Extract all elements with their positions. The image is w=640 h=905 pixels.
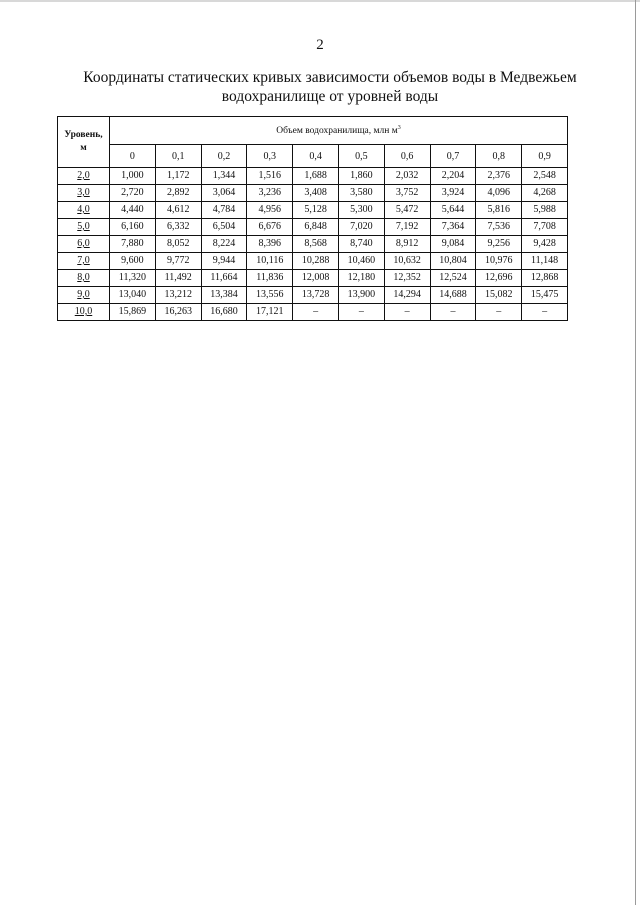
volume-cell: 12,868 <box>522 270 568 287</box>
volume-cell: 10,288 <box>293 253 339 270</box>
volume-cell: 14,688 <box>430 287 476 304</box>
volume-cell: 3,580 <box>338 185 384 202</box>
volume-cell: – <box>338 304 384 321</box>
volume-cell: 1,000 <box>110 168 156 185</box>
volume-cell: 9,084 <box>430 236 476 253</box>
volume-cell: 13,728 <box>293 287 339 304</box>
volume-cell: 6,676 <box>247 219 293 236</box>
volume-cell: 11,320 <box>110 270 156 287</box>
volume-cell: 8,224 <box>201 236 247 253</box>
column-header: 0,3 <box>247 145 293 168</box>
volume-cell: 4,784 <box>201 202 247 219</box>
column-header: 0,6 <box>384 145 430 168</box>
volume-cell: 3,752 <box>384 185 430 202</box>
volume-cell: 2,032 <box>384 168 430 185</box>
table-row <box>58 168 568 185</box>
volume-cell: 16,263 <box>155 304 201 321</box>
volume-cell: 5,644 <box>430 202 476 219</box>
column-header: 0,9 <box>522 145 568 168</box>
page-top-edge <box>0 0 640 2</box>
volume-cell: 15,475 <box>522 287 568 304</box>
volume-cell: 8,912 <box>384 236 430 253</box>
volume-cell: 13,556 <box>247 287 293 304</box>
volume-cell: 11,836 <box>247 270 293 287</box>
volume-cell: 3,236 <box>247 185 293 202</box>
volume-cell: 2,892 <box>155 185 201 202</box>
column-header: 0,4 <box>293 145 339 168</box>
column-header: 0,7 <box>430 145 476 168</box>
volume-cell: – <box>384 304 430 321</box>
volume-cell: – <box>430 304 476 321</box>
volume-cell: 10,116 <box>247 253 293 270</box>
volume-cell: 6,160 <box>110 219 156 236</box>
volume-cell: 10,804 <box>430 253 476 270</box>
volume-cell: 9,256 <box>476 236 522 253</box>
volume-cell: 2,376 <box>476 168 522 185</box>
volume-cell: 7,020 <box>338 219 384 236</box>
volume-cell: 10,460 <box>338 253 384 270</box>
volume-cell: 17,121 <box>247 304 293 321</box>
volume-cell: 8,568 <box>293 236 339 253</box>
level-cell: 7,0 <box>58 253 110 270</box>
volume-group-header <box>110 117 568 145</box>
volume-cell: 1,172 <box>155 168 201 185</box>
level-header-label: Уровень, <box>64 130 103 140</box>
volume-cell: 7,364 <box>430 219 476 236</box>
level-header-unit: м <box>80 143 87 153</box>
volume-cell: 7,192 <box>384 219 430 236</box>
volume-cell: 7,536 <box>476 219 522 236</box>
volume-unit-superscript: 3 <box>397 124 401 131</box>
volume-cell: 13,384 <box>201 287 247 304</box>
table-row <box>58 304 568 321</box>
column-header: 0,1 <box>155 145 201 168</box>
volume-cell: 3,924 <box>430 185 476 202</box>
volume-cell: 3,408 <box>293 185 339 202</box>
volume-cell: 4,956 <box>247 202 293 219</box>
level-cell: 6,0 <box>58 236 110 253</box>
volume-cell: 5,300 <box>338 202 384 219</box>
level-cell: 9,0 <box>58 287 110 304</box>
volume-cell: 1,860 <box>338 168 384 185</box>
volume-cell: 4,440 <box>110 202 156 219</box>
volume-cell: 8,396 <box>247 236 293 253</box>
volume-cell: 6,332 <box>155 219 201 236</box>
level-column-header <box>58 117 110 168</box>
volume-cell: 13,900 <box>338 287 384 304</box>
level-cell: 5,0 <box>58 219 110 236</box>
volume-cell: 7,708 <box>522 219 568 236</box>
volume-cell: 6,848 <box>293 219 339 236</box>
volume-cell: 8,052 <box>155 236 201 253</box>
table-row <box>58 219 568 236</box>
volume-cell: 11,148 <box>522 253 568 270</box>
volume-cell: 2,548 <box>522 168 568 185</box>
volume-cell: 2,720 <box>110 185 156 202</box>
table-row <box>58 287 568 304</box>
level-cell: 8,0 <box>58 270 110 287</box>
table-row <box>58 270 568 287</box>
volume-cell: 1,516 <box>247 168 293 185</box>
volume-cell: 7,880 <box>110 236 156 253</box>
volume-cell: 12,180 <box>338 270 384 287</box>
volume-cell: 4,612 <box>155 202 201 219</box>
volume-cell: 9,772 <box>155 253 201 270</box>
volume-cell: 9,944 <box>201 253 247 270</box>
page-right-edge <box>635 0 636 905</box>
volume-cell: 16,680 <box>201 304 247 321</box>
volume-cell: 4,096 <box>476 185 522 202</box>
volume-cell: 2,204 <box>430 168 476 185</box>
volume-cell: 10,632 <box>384 253 430 270</box>
page-number: 2 <box>316 37 324 53</box>
volume-cell: 13,040 <box>110 287 156 304</box>
level-cell: 3,0 <box>58 185 110 202</box>
document-title: Координаты статических кривых зависимости объемов воды в Медвежьем водохранилище от уровней воды <box>83 69 577 105</box>
level-cell: 2,0 <box>58 168 110 185</box>
volume-cell: 5,816 <box>476 202 522 219</box>
column-headers-row <box>58 145 568 168</box>
volume-cell: 6,504 <box>201 219 247 236</box>
volume-table <box>57 116 568 321</box>
volume-cell: – <box>476 304 522 321</box>
volume-cell: 15,082 <box>476 287 522 304</box>
volume-cell: 5,128 <box>293 202 339 219</box>
volume-cell: 11,664 <box>201 270 247 287</box>
column-header: 0,2 <box>201 145 247 168</box>
volume-cell: 15,869 <box>110 304 156 321</box>
volume-cell: 1,344 <box>201 168 247 185</box>
volume-cell: 1,688 <box>293 168 339 185</box>
volume-cell: – <box>522 304 568 321</box>
column-header: 0 <box>110 145 156 168</box>
volume-cell: 9,600 <box>110 253 156 270</box>
level-cell: 10,0 <box>58 304 110 321</box>
volume-cell: 9,428 <box>522 236 568 253</box>
column-header: 0,8 <box>476 145 522 168</box>
volume-cell: 12,008 <box>293 270 339 287</box>
column-header: 0,5 <box>338 145 384 168</box>
volume-cell: 10,976 <box>476 253 522 270</box>
volume-cell: 12,352 <box>384 270 430 287</box>
table-row <box>58 202 568 219</box>
volume-cell: 5,988 <box>522 202 568 219</box>
volume-cell: 12,696 <box>476 270 522 287</box>
volume-cell: 3,064 <box>201 185 247 202</box>
volume-cell: 8,740 <box>338 236 384 253</box>
table-row <box>58 236 568 253</box>
volume-cell: 14,294 <box>384 287 430 304</box>
volume-cell: 4,268 <box>522 185 568 202</box>
table-body <box>58 168 568 321</box>
level-cell: 4,0 <box>58 202 110 219</box>
volume-cell: 13,212 <box>155 287 201 304</box>
volume-cell: 5,472 <box>384 202 430 219</box>
table-row <box>58 253 568 270</box>
volume-cell: – <box>293 304 339 321</box>
volume-group-header-label: Объем водохранилища, млн м <box>276 126 398 137</box>
table-row <box>58 185 568 202</box>
volume-cell: 11,492 <box>155 270 201 287</box>
volume-cell: 12,524 <box>430 270 476 287</box>
